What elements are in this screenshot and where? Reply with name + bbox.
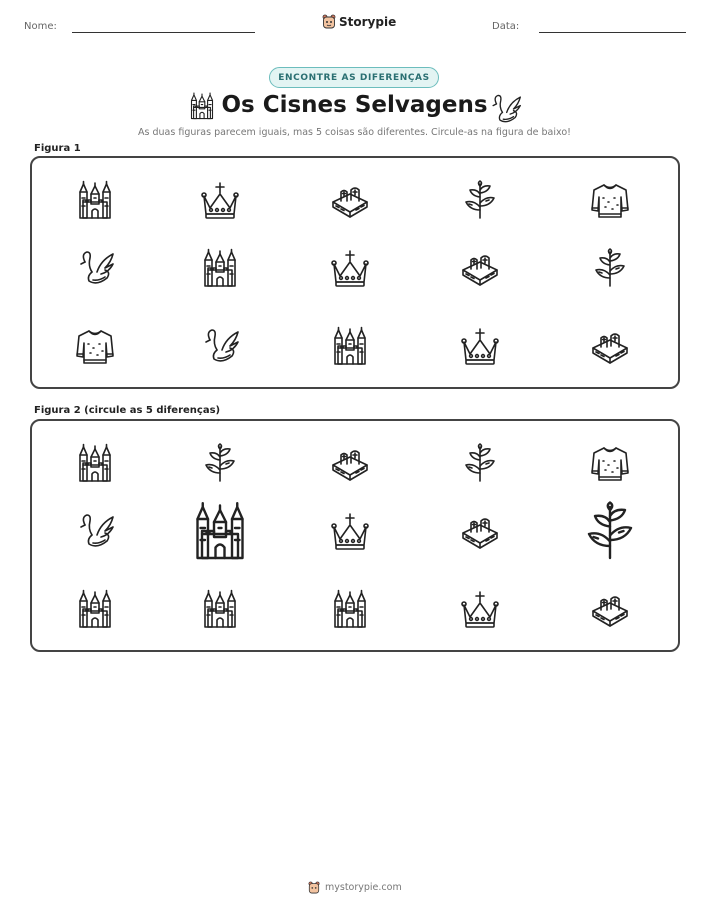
crown-icon [460,589,500,629]
graveyard-icon [460,511,500,551]
nettle-icon [460,443,500,483]
instructions: As duas figuras parecem iguais, mas 5 coisas são diferentes. Circule-as na figura de baixo! [138,127,571,138]
sweater-icon [590,180,630,224]
nettle-icon [580,501,640,561]
sweater-icon[interactable] [590,443,630,487]
castle-icon [330,589,370,629]
castle-icon [200,248,240,288]
page-title: Os Cisnes Selvagens [221,92,488,118]
sweater-icon [590,180,630,220]
figure-2-panel[interactable] [30,419,680,652]
castle-icon[interactable] [75,589,115,633]
graveyard-icon[interactable] [330,443,370,487]
graveyard-icon [590,326,630,366]
nettle-icon[interactable] [200,443,240,487]
title-swan-icon [488,92,522,130]
sweater-icon [75,326,115,370]
nettle-icon [590,248,630,288]
storypie-mascot-icon [322,14,336,29]
nettle-icon [460,180,500,224]
sweater-icon [590,443,630,483]
castle-icon [75,180,115,224]
figure-1-label: Figura 1 [34,143,81,154]
nettle-icon [200,443,240,483]
graveyard-icon[interactable] [460,511,500,555]
crown-icon [460,326,500,370]
swan-icon[interactable] [75,511,115,555]
crown-icon[interactable] [330,511,370,555]
figure-2-label: Figura 2 (circule as 5 diferenças) [34,405,221,416]
date-label: Data: [492,21,520,32]
crown-icon [330,248,370,288]
crown-icon [200,180,240,224]
figure-1-panel [30,156,680,389]
brand-logo [322,14,396,29]
castle-icon[interactable] [330,589,370,633]
graveyard-icon [330,180,370,224]
name-line[interactable] [72,32,255,33]
castle-icon [75,180,115,220]
sweater-icon [75,326,115,366]
crown-icon [460,326,500,366]
footer [308,881,402,894]
activity-badge: ENCONTRE AS DIFERENÇAS [269,67,439,88]
nettle-icon[interactable] [460,443,500,487]
swan-icon [200,326,240,366]
storypie-mascot-icon [308,881,320,894]
castle-icon [190,501,250,561]
crown-icon[interactable] [460,589,500,633]
graveyard-icon [460,248,500,288]
castle-icon[interactable] [190,501,250,565]
castle-icon [200,248,240,292]
castle-icon [200,589,240,629]
graveyard-icon [590,326,630,370]
castle-icon [75,589,115,629]
swan-icon [75,248,115,288]
crown-icon [330,511,370,551]
brand-name: Storypie [339,14,397,29]
castle-icon [330,326,370,366]
crown-icon [200,180,240,220]
castle-icon [75,443,115,483]
castle-icon [330,326,370,370]
castle-icon[interactable] [75,443,115,487]
nettle-icon[interactable] [580,501,640,565]
graveyard-icon[interactable] [590,589,630,633]
footer-url[interactable]: mystorypie.com [325,882,402,893]
swan-icon [75,248,115,292]
nettle-icon [590,248,630,292]
castle-icon[interactable] [200,589,240,633]
graveyard-icon [460,248,500,292]
swan-icon [488,92,522,126]
graveyard-icon [330,180,370,220]
swan-icon [75,511,115,551]
date-line[interactable] [539,32,686,33]
swan-icon [200,326,240,370]
graveyard-icon [590,589,630,629]
name-label: Nome: [24,21,57,32]
nettle-icon [460,180,500,220]
crown-icon [330,248,370,292]
graveyard-icon [330,443,370,483]
